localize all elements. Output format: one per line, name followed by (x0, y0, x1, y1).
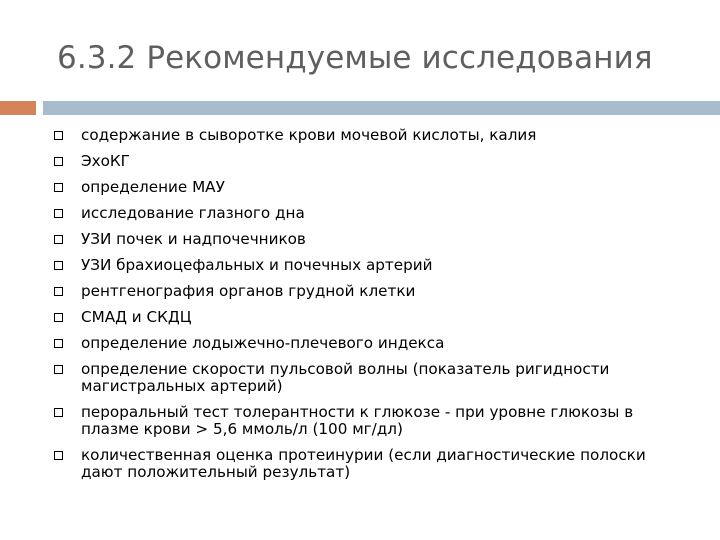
list-item-text: исследование глазного дна (81, 204, 305, 222)
list-item-text: пероральный тест толерантности к глюкозе - при уровне глюкозы в плазме крови > 5,6 ммоль/л (100 мг/дл) (81, 403, 634, 438)
square-outline-icon (54, 313, 63, 322)
list-item (54, 257, 684, 274)
list-item-text: определение лодыжечно-плечевого индекса (81, 334, 445, 352)
list-item-text: ЭхоКГ (81, 152, 130, 170)
list-item-text: определение МАУ (81, 178, 225, 196)
square-outline-icon (54, 235, 63, 244)
list-item (54, 309, 684, 326)
list-item-text: рентгенография органов грудной клетки (81, 282, 416, 300)
square-outline-icon (54, 261, 63, 270)
list-item (54, 361, 684, 395)
title-divider-bar (43, 101, 720, 115)
square-outline-icon (54, 408, 63, 417)
list-item (54, 335, 684, 352)
list-item-text: количественная оценка протеинурии (если диагностические полоски дают положительный результат) (81, 446, 646, 481)
list-item (54, 179, 684, 196)
list-item-text: УЗИ брахиоцефальных и почечных артерий (81, 256, 433, 274)
list-item-text: УЗИ почек и надпочечников (81, 230, 306, 248)
list-item (54, 127, 684, 144)
square-outline-icon (54, 365, 63, 374)
title-accent-bar (0, 101, 36, 115)
square-outline-icon (54, 287, 63, 296)
list-item-text: определение скорости пульсовой волны (показатель ригидности магистральных артерий) (81, 360, 610, 395)
list-item (54, 404, 684, 438)
bullet-list (54, 127, 684, 490)
square-outline-icon (54, 157, 63, 166)
list-item-text: содержание в сыворотке крови мочевой кислоты, калия (81, 126, 537, 144)
slide-title: 6.3.2 Рекомендуемые исследования (57, 40, 653, 76)
list-item (54, 231, 684, 248)
square-outline-icon (54, 183, 63, 192)
list-item (54, 153, 684, 170)
square-outline-icon (54, 451, 63, 460)
list-item (54, 447, 684, 481)
square-outline-icon (54, 131, 63, 140)
list-item (54, 205, 684, 222)
list-item (54, 283, 684, 300)
square-outline-icon (54, 339, 63, 348)
square-outline-icon (54, 209, 63, 218)
list-item-text: СМАД и СКДЦ (81, 308, 192, 326)
